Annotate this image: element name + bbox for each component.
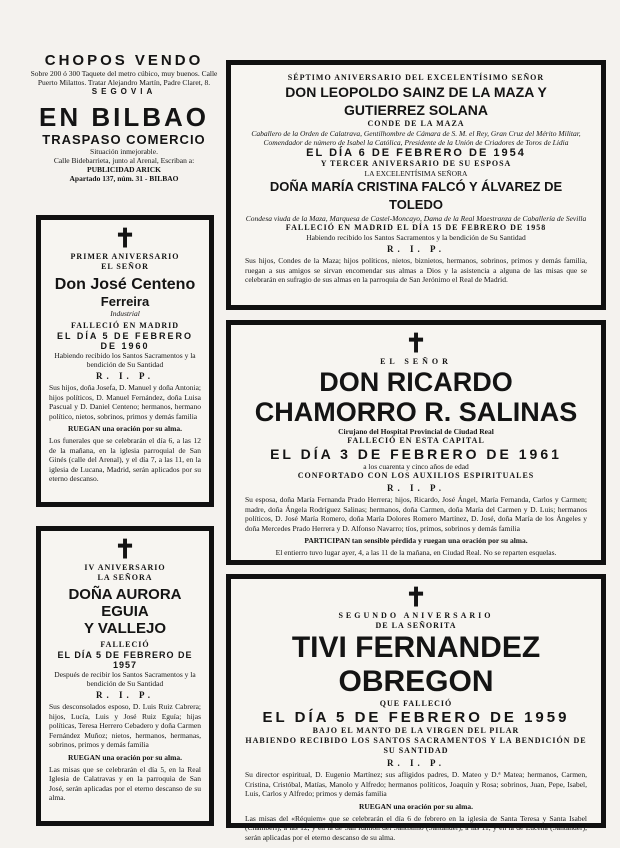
age-text: a los cuarenta y cinco años de edad — [363, 462, 469, 471]
masses-text: Los funerales que se celebrarán el día 6, a las 12 de la mañana, en la iglesia parroquial de San Ginés (calle del Arenal), y el día 7, a las 11, en la iglesia de Lucana, Madrid, serán aplicados por su eterno descanso. — [49, 436, 201, 483]
deceased-name-line1: DOÑA AURORA EGUIA — [68, 586, 182, 620]
family-text: Sus desconsolados esposo, D. Luis Ruiz Cabrera; hijos, Lucía, Luis y José Ruiz Eguía; hijas políticas, Teresa Herrero Cebadero y doña Carmen Fernández Muñoz; nietos, hermanos, hermanas, sobrinos, primos y demás familia — [49, 702, 201, 749]
bilbao-line3: PUBLICIDAD ARICK — [87, 165, 161, 174]
chopos-city: SEGOVIA — [91, 87, 157, 96]
deceased-name-line2: Ferreira — [100, 294, 150, 309]
deceased-name: DON RICARDO CHAMORRO R. SALINAS — [254, 367, 578, 427]
noble-title: CONDE DE LA MAZA — [367, 119, 465, 128]
cross-icon: ✝ — [405, 583, 427, 612]
anniversary-label: SEGUNDO ANIVERSARIO — [338, 611, 494, 620]
death-date: EL DÍA 6 DE FEBRERO DE 1954 — [306, 147, 526, 159]
honorific: EL SEÑOR — [380, 357, 452, 366]
anniversary-label: SÉPTIMO ANIVERSARIO DEL EXCELENTÍSIMO SEÑOR — [287, 73, 545, 82]
death-label: QUE FALLECIÓ — [379, 699, 453, 708]
family-text: Su esposa, doña María Fernanda Prado Herrera; hijos, Ricardo, José Ángel, María Fernanda, Carlos y Carmen; madre, doña Ángela Rodríguez Salinas; hermanos, doña Carmen, doña María del Carmen y D. Luis; hermanos políticos, D. José María Romero, doña María Dolores Romero Martínez, D. José, doña María de los Ángeles y doña Mercedes Prado Herrera y D. Alfonso Navarro; tíos, primos, sobrinos y demás familia — [245, 495, 587, 533]
obituary-centeno — [36, 215, 214, 507]
death-date: EL DÍA 5 DE FEBRERO DE 1959 — [262, 709, 570, 726]
participation-text: PARTICIPAN tan sensible pérdida y ruegan una oración por su alma. — [304, 536, 528, 545]
honors-text: Caballero de la Orden de Calatrava, Gentilhombre de Cámara de S. M. el Rey, Gran Cruz del Mérito Militar, Comendador de número de Isabel la Católica, Presidente de la Unión de Criadores de Toros de Lidia — [251, 129, 581, 147]
rip-label: R. I. P. — [96, 371, 154, 381]
death-date: EL DÍA 5 DE FEBRERO DE 1960 — [56, 331, 193, 351]
death-date: EL DÍA 5 DE FEBRERO DE 1957 — [57, 650, 193, 670]
deceased-role: Industrial — [110, 309, 140, 318]
second-honorific: LA EXCELENTÍSIMA SEÑORA — [364, 169, 468, 178]
family-text: Su director espiritual, D. Eugenio Martínez; sus afligidos padres, D. Mateo y D.ª Matea; hermanos, Carmen, Cristina, Cristóbal, Matías, Manolo y Alfredo; hermanos políticos, Joaquín y Rosa; sobrinos, Juan, Pepe, Isabel, Luis, Carlos y Alfredo; primos y demás familia — [245, 770, 587, 798]
rip-label: R. I. P. — [96, 690, 154, 700]
sacraments-text: HABIENDO RECIBIDO LOS SANTOS SACRAMENTOS Y LA BENDICIÓN DE SU SANTIDAD — [245, 736, 587, 755]
second-anniversary: Y TERCER ANIVERSARIO DE SU ESPOSA — [320, 159, 512, 168]
obituary-tivi — [226, 574, 606, 842]
chopos-text: Sobre 200 ó 300 Taquete del metro cúbico, muy buenos. Calle Puerto Milattos. Tratar Alejandro Martín, Padre Claret, 8. — [30, 69, 218, 87]
spouse-death-date: FALLECIÓ EN MADRID EL DÍA 15 DE FEBRERO DE 1958 — [285, 223, 547, 232]
rip-label: R. I. P. — [387, 758, 445, 768]
obituary-maza — [226, 60, 606, 310]
death-label: FALLECIÓ — [100, 640, 150, 649]
death-place: FALLECIÓ EN ESTA CAPITAL — [347, 436, 485, 445]
sacraments-text: CONFORTADO CON LOS AUXILIOS ESPIRITUALES — [297, 471, 535, 480]
classified-ads — [28, 52, 220, 183]
anniversary-label: IV ANIVERSARIO — [84, 563, 166, 572]
sacraments-text: Habiendo recibido los Santos Sacramentos y la bendición de Su Santidad — [54, 351, 196, 369]
mantle-text: BAJO EL MANTO DE LA VIRGEN DEL PILAR — [312, 726, 520, 735]
bilbao-line1: Situación inmejorable. — [90, 147, 158, 156]
family-text: Sus hijos, Condes de la Maza; hijos políticos, nietos, biznietos, hermanos, sobrinos, primos y demás familia, ruegan a sus amigos se sirvan encomendar sus almas a Dios y la asistencia a alguna de las misas que se celebrarán en sufragio de sus almas en la parroquia de San Jerónimo el Real de Madrid. — [245, 256, 587, 284]
death-date: EL DÍA 3 DE FEBRERO DE 1961 — [270, 446, 562, 462]
death-place: FALLECIÓ EN MADRID — [70, 321, 180, 330]
honorific: EL SEÑOR — [101, 262, 149, 271]
honorific: LA SEÑORA — [97, 573, 153, 582]
cross-icon: ✝ — [405, 329, 427, 358]
prayer-request: RUEGAN una oración por su alma. — [358, 801, 474, 811]
bilbao-line2: Calle Bidebarrieta, junto al Arenal, Escriban a: — [53, 156, 195, 165]
deceased-name-line1: Don José Centeno — [54, 276, 196, 293]
spouse-honors: Condesa viuda de la Maza, Marquesa de Castel-Moncayo, Dama de la Real Maestranza de Caballería de Sevilla — [245, 214, 587, 223]
anniversary-label: PRIMER ANIVERSARIO — [70, 252, 180, 261]
obituary-eguia — [36, 526, 214, 826]
deceased-role: Cirujano del Hospital Provincial de Ciudad Real — [338, 427, 494, 436]
honorific: DE LA SEÑORITA — [375, 621, 457, 630]
masses-text: Las misas que se celebrarán el día 5, en la Real Iglesia de Calatravas y en la parroquia de San José, serán aplicadas por el eterno descanso de su alma. — [49, 764, 201, 802]
deceased-name: DON LEOPOLDO SAINZ DE LA MAZA Y GUTIERREZ SOLANA — [285, 84, 547, 118]
bilbao-title: EN BILBAO — [39, 102, 209, 132]
cross-icon: ✝ — [114, 535, 136, 564]
burial-text: El entierro tuvo lugar ayer, 4, a las 11 de la mañana, en Ciudad Real. No se reparten esquelas. — [275, 548, 557, 557]
bilbao-subtitle: TRASPASO COMERCIO — [42, 132, 206, 147]
sacraments-text: Después de recibir los Santos Sacramentos y la bendición de Su Santidad — [54, 670, 196, 688]
bilbao-line4: Apartado 137, núm. 31 - BILBAO — [69, 174, 179, 183]
masses-text: Las misas del «Réquiem» que se celebrarán el día 6 de febrero en la iglesia de Santa Teresa y Santa Isabel (Chamberí), a las 12, y en la de San Ramón del Santísimo (Santander), a las 11, y en la de Lucena (Santander), serán aplicadas por el eterno descanso de su alma. — [245, 813, 587, 842]
spouse-name: DOÑA MARÍA CRISTINA FALCÓ Y ÁLVAREZ DE TOLEDO — [269, 179, 563, 212]
family-text: Sus hijos, doña Josefa, D. Manuel y doña Antonia; hijos políticos, D. Manuel Fernández, doña Luisa Pascual y D. Daniel Centeno; hermanos, hermano político, nietos, sobrinos, primos y demás familia — [49, 383, 201, 421]
rip-label: R. I. P. — [387, 483, 445, 493]
prayer-request: RUEGAN una oración por su alma. — [67, 424, 183, 433]
sacraments-text: Habiendo recibido los Santos Sacramentos y la bendición de Su Santidad — [306, 233, 526, 242]
cross-icon: ✝ — [114, 224, 136, 253]
obituary-chamorro — [226, 320, 606, 565]
deceased-name: TIVI FERNANDEZ OBREGON — [291, 631, 541, 698]
prayer-request: RUEGAN una oración por su alma. — [67, 752, 183, 762]
deceased-name-line2: Y VALLEJO — [84, 620, 166, 637]
rip-label: R. I. P. — [387, 244, 445, 254]
chopos-title: CHOPOS VENDO — [44, 52, 204, 69]
